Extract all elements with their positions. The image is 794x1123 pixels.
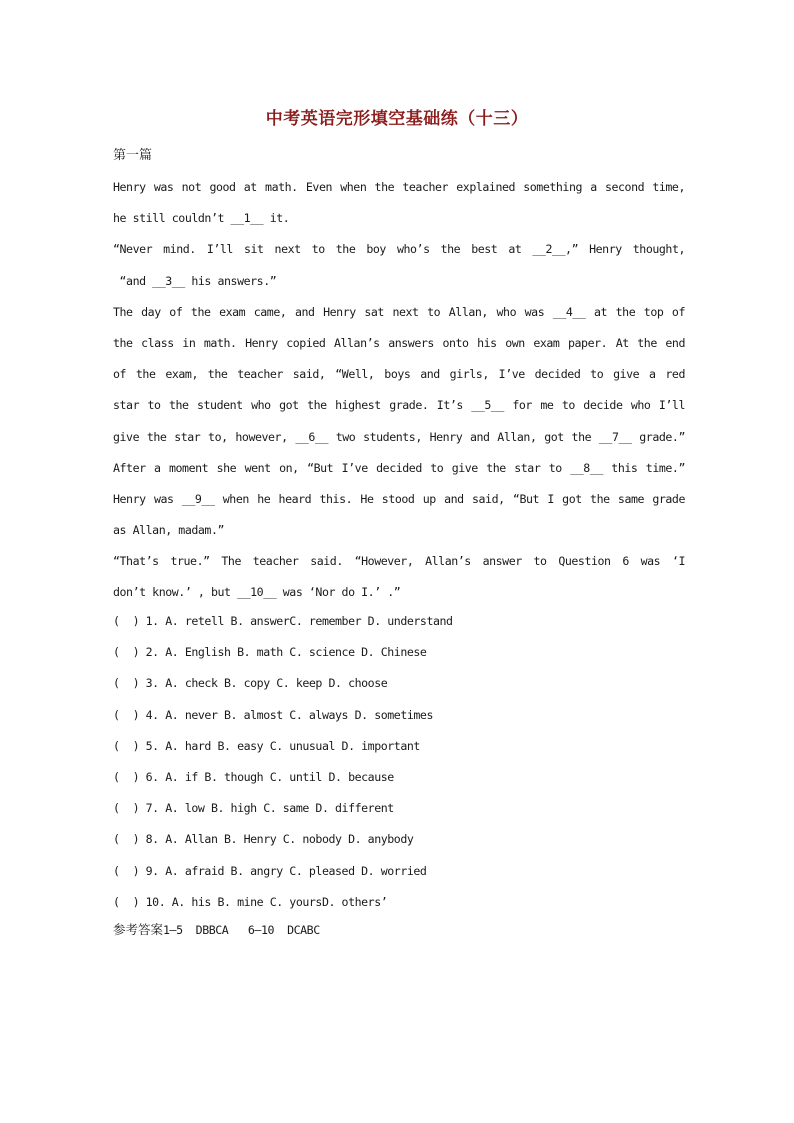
question-item: ( ) 3. A. check B. copy C. keep D. choose bbox=[113, 676, 388, 691]
passage-line: of the exam, the teacher said, “Well, boys and girls, I’ve decided to give a red bbox=[113, 367, 685, 382]
answer-key bbox=[113, 920, 320, 938]
passage-line: The day of the exam came, and Henry sat next to Allan, who was __4__ at the top of bbox=[113, 304, 685, 319]
answer-text: 1—5 DBBCA 6—10 DCABC bbox=[163, 923, 320, 937]
passage-line: Henry was __9__ when he heard this. He stood up and said, “But I got the same grade bbox=[113, 491, 685, 506]
passage-line: Henry was not good at math. Even when the teacher explained something a second time, bbox=[113, 180, 685, 194]
question-item: ( ) 8. A. Allan B. Henry C. nobody D. anybody bbox=[113, 832, 414, 847]
question-item: ( ) 6. A. if B. though C. until D. because bbox=[113, 769, 394, 784]
passage-line: star to the student who got the highest grade. It’s __5__ for me to decide who I’ll bbox=[113, 398, 685, 413]
question-item: ( ) 2. A. English B. math C. science D. Chinese bbox=[113, 645, 427, 660]
question-options bbox=[113, 606, 685, 918]
passage-line: he still couldn’t __1__ it. bbox=[113, 211, 290, 226]
passage-line: the class in math. Henry copied Allan’s answers onto his own exam paper. At the end bbox=[113, 335, 685, 350]
passage-line: give the star to, however, __6__ two students, Henry and Allan, got the __7__ grade.” bbox=[113, 429, 685, 444]
passage-line: “Never mind. I’ll sit next to the boy who’s the best at __2__,” Henry thought, bbox=[113, 242, 685, 257]
passage-line: as Allan, madam.” bbox=[113, 523, 225, 538]
question-item: ( ) 4. A. never B. almost C. always D. sometimes bbox=[113, 707, 433, 722]
passage bbox=[113, 172, 685, 609]
passage-line: After a moment she went on, “But I’ve decided to give the star to __8__ this time.” bbox=[113, 460, 685, 475]
question-item: ( ) 1. A. retell B. answerC. remember D. understand bbox=[113, 614, 453, 628]
question-item: ( ) 9. A. afraid B. angry C. pleased D. worried bbox=[113, 863, 427, 878]
question-item: ( ) 10. A. his B. mine C. yoursD. others’ bbox=[113, 894, 388, 909]
question-item: ( ) 7. A. low B. high C. same D. different bbox=[113, 801, 394, 816]
passage-line: “That’s true.” The teacher said. “However, Allan’s answer to Question 6 was ‘I bbox=[113, 554, 685, 569]
section-heading: 第一篇 bbox=[113, 148, 153, 163]
passage-line: “and __3__ his answers.” bbox=[113, 273, 277, 288]
page-title: 中考英语完形填空基础练（十三） bbox=[265, 109, 529, 129]
passage-line: don’t know.’ , but __10__ was ‘Nor do I.’ .” bbox=[113, 585, 401, 600]
question-item: ( ) 5. A. hard B. easy C. unusual D. important bbox=[113, 738, 420, 753]
answer-label: 参考答案 bbox=[113, 922, 164, 937]
